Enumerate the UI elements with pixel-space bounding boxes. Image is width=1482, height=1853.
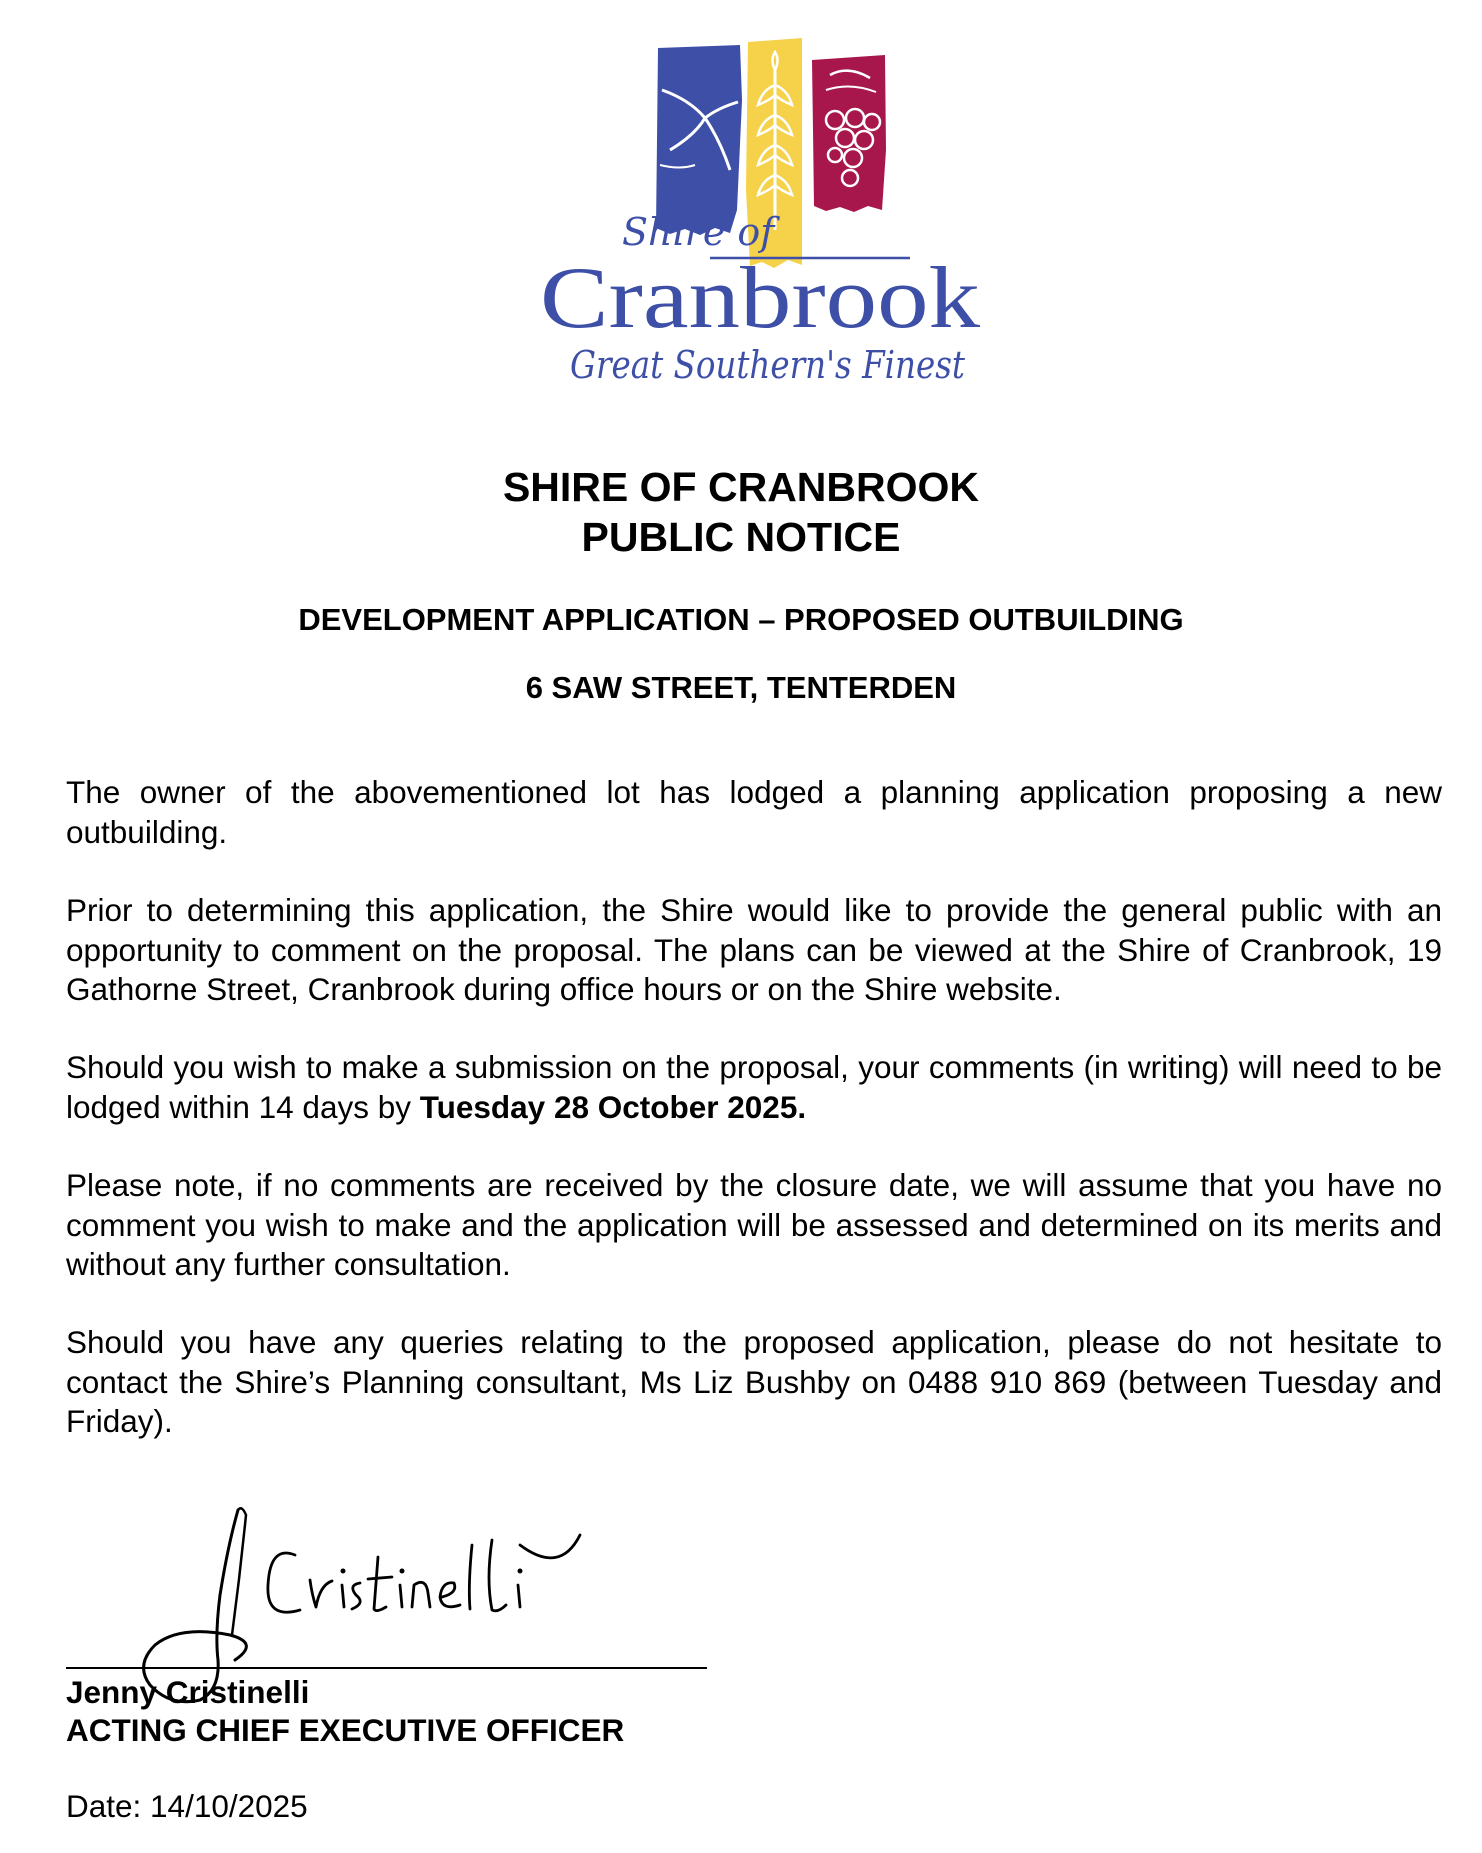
- paragraph-queries-contact: Should you have any queries relating to the proposed application, please do not hesitate to contact the Shire’s Planning consultant, Ms Liz Bushby on 0488 910 869 (between Tuesday and Friday).: [66, 1324, 1442, 1439]
- submission-instructions: Should you wish to make a submission on the proposal, your comments (in writing) will need to be lodged within 14 days by: [66, 1049, 1442, 1125]
- logo-maroon-panel: [812, 55, 886, 212]
- property-address-heading: 6 SAW STREET, TENTERDEN: [525, 670, 957, 705]
- signatory-title: ACTING CHIEF EXECUTIVE OFFICER: [66, 1712, 625, 1748]
- notice-date: Date: 14/10/2025: [66, 1788, 308, 1824]
- logo-cranbrook-text: Cranbrook: [540, 250, 980, 347]
- submission-deadline-date: Tuesday 28 October 2025.: [419, 1088, 807, 1125]
- logo-shire-of-text: Shire of: [622, 210, 775, 254]
- logo-blue-panel: [656, 45, 742, 235]
- signatory-name: Jenny Cristinelli: [66, 1674, 310, 1710]
- paragraph-submission-deadline: [66, 1048, 1442, 1127]
- notice-issuer-heading: SHIRE OF CRANBROOK: [502, 464, 980, 510]
- logo-tagline-text: Great Southern's Finest: [570, 343, 966, 387]
- paragraph-no-comments-note: Please note, if no comments are received by the closure date, we will assume that you have no comment you wish to make and the application will be assessed and determined on its merits and without any further consultation.: [66, 1167, 1442, 1282]
- shire-of-cranbrook-logo: [530, 30, 990, 400]
- paragraph-application-lodged: The owner of the abovementioned lot has lodged a planning application proposing a new outbuilding.: [66, 774, 1442, 850]
- signature-line: [66, 1667, 707, 1669]
- public-notice-heading: PUBLIC NOTICE: [581, 514, 901, 560]
- application-subject-heading: DEVELOPMENT APPLICATION – PROPOSED OUTBUILDING: [298, 602, 1184, 637]
- paragraph-public-comment: Prior to determining this application, the Shire would like to provide the general public with an opportunity to comment on the proposal. The plans can be viewed at the Shire of Cranbrook, 19 Gathorne Street, Cranbrook during office hours or on the Shire website.: [66, 892, 1442, 1007]
